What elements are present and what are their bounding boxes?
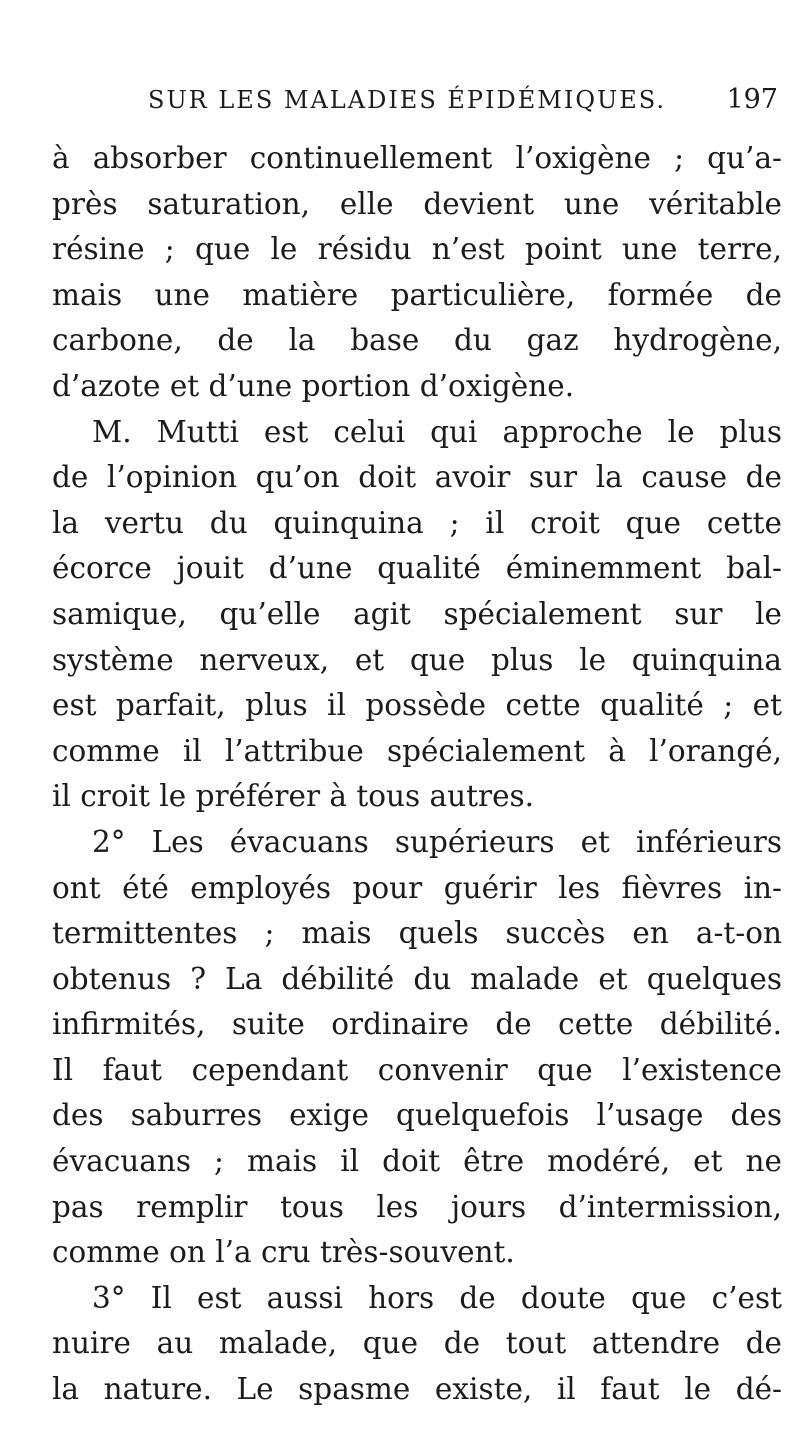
- text-line: carbone, de la base du gaz hydrogène,: [52, 323, 782, 358]
- text-line: ont été employés pour guérir les fièvres in-: [52, 870, 782, 905]
- text-line: termittentes ; mais quels succès en a-t-on: [52, 916, 782, 951]
- text-line: système nerveux, et que plus le quinquina: [52, 642, 782, 677]
- text-line: Il faut cependant convenir que l’existence: [52, 1052, 782, 1087]
- text-line: comme on l’a cru très-souvent.: [52, 1235, 515, 1270]
- text-line: d’azote et d’une portion d’oxigène.: [52, 368, 575, 403]
- text-line: près saturation, elle devient une véritable: [52, 186, 782, 221]
- text-line: samique, qu’elle agit spécialement sur le: [52, 596, 782, 631]
- text-line: il croit le préférer à tous autres.: [52, 779, 535, 814]
- text-line: résine ; que le résidu n’est point une terre,: [52, 232, 782, 267]
- text-line: la vertu du quinquina ; il croit que cette: [52, 505, 782, 540]
- text-line: la nature. Le spasme existe, il faut le dé-: [52, 1372, 782, 1407]
- text-line: M. Mutti est celui qui approche le plus: [92, 414, 782, 449]
- text-line: à absorber continuellement l’oxigène ; qu’a-: [52, 141, 782, 175]
- running-title: SUR LES MALADIES ÉPIDÉMIQUES.: [148, 86, 666, 114]
- text-line: nuire au malade, que de tout attendre de: [52, 1326, 782, 1361]
- text-line: comme il l’attribue spécialement à l’orangé,: [52, 733, 782, 768]
- text-line: 2° Les évacuans supérieurs et inférieurs: [92, 824, 782, 859]
- text-line: 3° Il est aussi hors de doute que c’est: [92, 1280, 782, 1315]
- body-text: [52, 136, 782, 1413]
- text-line: de l’opinion qu’on doit avoir sur la cause de: [52, 460, 782, 495]
- page-number: 197: [726, 84, 778, 115]
- text-line: pas remplir tous les jours d’intermission,: [52, 1189, 782, 1224]
- text-line: obtenus ? La débilité du malade et quelques: [52, 961, 782, 996]
- text-line: infirmités, suite ordinaire de cette débilité.: [52, 1007, 782, 1042]
- running-head: [148, 84, 778, 124]
- text-line: évacuans ; mais il doit être modéré, et ne: [52, 1144, 782, 1179]
- text-line: mais une matière particulière, formée de: [52, 277, 782, 312]
- text-line: des saburres exige quelquefois l’usage des: [52, 1098, 782, 1133]
- text-line: est parfait, plus il possède cette qualité ; et: [52, 688, 782, 723]
- text-line: écorce jouit d’une qualité éminemment bal-: [52, 551, 782, 586]
